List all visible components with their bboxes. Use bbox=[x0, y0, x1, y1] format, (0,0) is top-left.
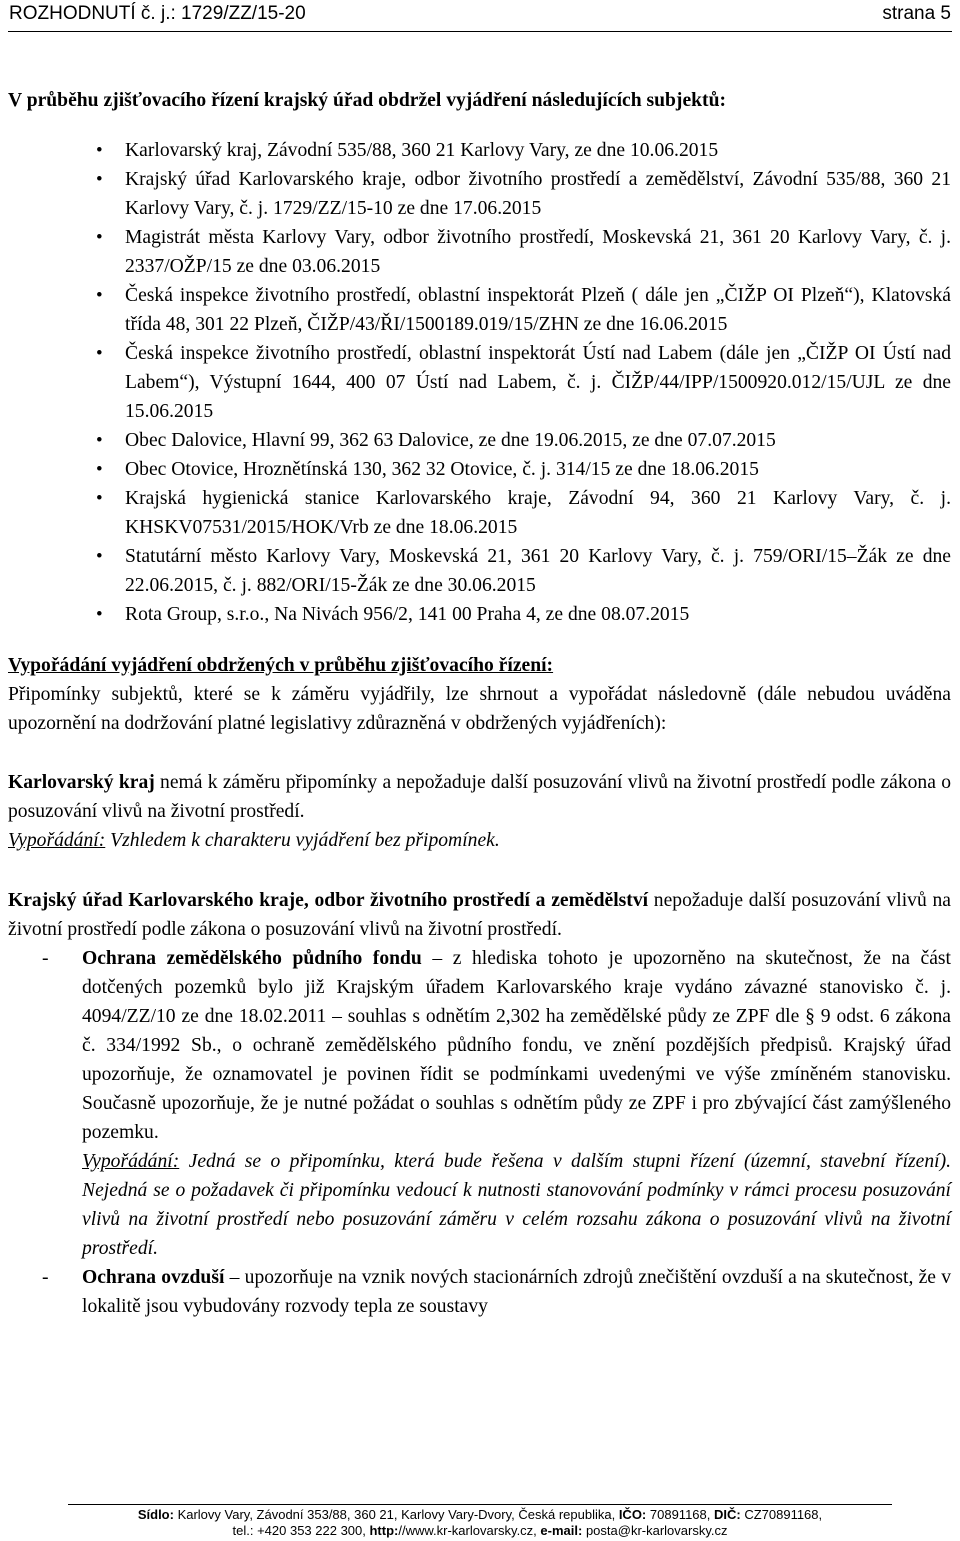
footer-website[interactable]: //www.kr-karlovarsky.cz, bbox=[398, 1523, 541, 1538]
footer-rule bbox=[68, 1504, 892, 1505]
page-header bbox=[9, 3, 951, 31]
list-item: • Krajská hygienická stanice Karlovarského kraje, Závodní 94, 360 21 Karlovy Vary, č. j. KHSKV07531/2015/HOK/Vrb ze dne 18.06.2015 bbox=[8, 484, 951, 542]
vyporadani-label: Vypořádání: bbox=[8, 830, 106, 851]
zpf-text: – z hlediska tohoto je upozorněno na skutečnost, že na část dotčených pozemků bylo již Krajským úřadem Karlovarského kraje vydáno závazné stanovisko č. j. 4094/ZZ/10 ze dne 18.02.2011 – souhlas s odnětím 2,302 ha zemědělské půdy ze ZPF dle § 9 odst. 6 zákona č. 334/1992 Sb., o ochraně zemědělského půdního fondu, ve znění pozdějších předpisů. Krajský úřad upozorňuje, že oznamovatel je povinen řídit se podmínkami uvedenými ve výše zmíněném stanovisku. Současně upozorňuje, že je nutné požádat o souhlas s odnětím půdy ze ZPF i pro zbývající část zamýšleného pozemku. bbox=[82, 948, 951, 1143]
vyporadani-label: Vypořádání: bbox=[82, 1151, 180, 1172]
list-item: • Česká inspekce životního prostředí, oblastní inspektorát Plzeň ( dále jen „ČIŽP OI Plzeň“), Klatovská třída 48, 301 22 Plzeň, ČIŽP/43/ŘI/1500189.019/15/ZHN ze dne 16.06.2015 bbox=[8, 281, 951, 339]
kraj-text: nemá k záměru připomínky a nepožaduje další posuzování vlivů na životní prostředí podle zákona o posuzování vlivů na životní prostředí. bbox=[8, 772, 951, 822]
list-item: • Statutární město Karlovy Vary, Moskevská 21, 361 20 Karlovy Vary, č. j. 759/ORI/15–Žák ze dne 22.06.2015, č. j. 882/ORI/15-Žák ze dne 30.06.2015 bbox=[8, 542, 951, 600]
list-item: • Krajský úřad Karlovarského kraje, odbor životního prostředí a zemědělství, Závodní 535/88, 360 21 Karlovy Vary, č. j. 1729/ZZ/15-10 ze dne 17.06.2015 bbox=[8, 165, 951, 223]
urad-name: Krajský úřad Karlovarského kraje, odbor životního prostředí a zemědělství bbox=[8, 890, 649, 911]
section-intro: Připomínky subjektů, které se k záměru vyjádřily, lze shrnout a vypořádat následovně (dále nebudou uváděna upozornění na dodržování platné legislativy zdůrazněná v obdržených vyjádřeních): bbox=[8, 684, 951, 734]
ovzdusi-item bbox=[8, 1263, 951, 1321]
footer-label: Sídlo: bbox=[137, 1507, 174, 1522]
list-item: • Rota Group, s.r.o., Na Nivách 956/2, 141 00 Praha 4, ze dne 08.07.2015 bbox=[8, 600, 951, 629]
list-item: • Obec Dalovice, Hlavní 99, 362 63 Dalovice, ze dne 19.06.2015, ze dne 07.07.2015 bbox=[8, 426, 951, 455]
footer-text: 70891168, bbox=[646, 1507, 714, 1522]
footer-label: DIČ: bbox=[713, 1507, 741, 1522]
footer-address-line bbox=[0, 1507, 960, 1523]
footer-label: IČO: bbox=[618, 1507, 647, 1522]
page-number: strana 5 bbox=[882, 3, 951, 24]
kraj-paragraph bbox=[8, 768, 951, 826]
list-item: • Česká inspekce životního prostředí, oblastní inspektorát Ústí nad Labem (dále jen „ČIŽP OI Ústí nad Labem“), Výstupní 1644, 400 07 Ústí nad Labem, č. j. ČIŽP/44/IPP/1500920.012/15/UJL ze dne 15.06.2015 bbox=[8, 339, 951, 426]
page-footer bbox=[0, 1507, 960, 1539]
subjects-list bbox=[8, 136, 951, 629]
list-item: • Magistrát města Karlovy Vary, odbor životního prostředí, Moskevská 21, 361 20 Karlovy Vary, č. j. 2337/OŽP/15 ze dne 03.06.2015 bbox=[8, 223, 951, 281]
list-item: • Karlovarský kraj, Závodní 535/88, 360 21 Karlovy Vary, ze dne 10.06.2015 bbox=[8, 136, 951, 165]
zpf-item bbox=[8, 944, 951, 1263]
ovzdusi-paragraph bbox=[82, 1263, 951, 1321]
kraj-name: Karlovarský kraj bbox=[8, 772, 155, 793]
ovzdusi-title: Ochrana ovzduší bbox=[82, 1267, 225, 1288]
section-title: Vypořádání vyjádření obdržených v průběhu zjišťovacího řízení: bbox=[8, 655, 554, 676]
zpf-vyporadani bbox=[82, 1147, 951, 1263]
dash-marker: - bbox=[42, 1267, 49, 1288]
intro-heading: V průběhu zjišťovacího řízení krajský úřad obdržel vyjádření následujících subjektů: bbox=[8, 90, 726, 111]
footer-email[interactable]: posta@kr-karlovarsky.cz bbox=[582, 1523, 728, 1538]
header-rule bbox=[8, 31, 952, 32]
zpf-title: Ochrana zemědělského půdního fondu bbox=[82, 948, 422, 969]
footer-contact-line bbox=[0, 1523, 960, 1539]
decision-reference: ROZHODNUTÍ č. j.: 1729/ZZ/15-20 bbox=[9, 3, 306, 24]
footer-text: CZ70891168, bbox=[740, 1507, 823, 1522]
footer-label: http: bbox=[369, 1523, 399, 1538]
dash-marker: - bbox=[42, 948, 49, 969]
urad-text: nepožaduje další posuzování vlivů na životní prostředí podle zákona o posuzování vlivů na životní prostředí. bbox=[8, 890, 951, 940]
footer-label: e-mail: bbox=[540, 1523, 583, 1538]
ovzdusi-text: – upozorňuje na vznik nových stacionárních zdrojů znečištění ovzduší a na skutečnost, že v lokalitě jsou vybudovány rozvody tepla ze soustavy bbox=[82, 1267, 951, 1317]
kraj-vyporadani-text: Vzhledem k charakteru vyjádření bez připomínek. bbox=[105, 830, 500, 851]
list-item: • Obec Otovice, Hroznětínská 130, 362 32 Otovice, č. j. 314/15 ze dne 18.06.2015 bbox=[8, 455, 951, 484]
zpf-paragraph bbox=[82, 944, 951, 1147]
document-body bbox=[8, 86, 951, 1321]
footer-text: tel.: +420 353 222 300, bbox=[232, 1523, 370, 1538]
zpf-vyporadani-text: Jedná se o připomínku, která bude řešena v dalším stupni řízení (územní, stavební řízení). Nejedná se o požadavek či připomínku vedoucí k nutnosti stanovování podmínky v rámci procesu posuzování vlivů na životní prostředí nebo posuzování záměru v celém rozsahu zákona o posuzování vlivů na životní prostředí. bbox=[82, 1151, 951, 1259]
urad-paragraph bbox=[8, 886, 951, 944]
kraj-vyporadani bbox=[8, 826, 951, 855]
footer-text: Karlovy Vary, Závodní 353/88, 360 21, Karlovy Vary-Dvory, Česká republika, bbox=[173, 1507, 619, 1522]
